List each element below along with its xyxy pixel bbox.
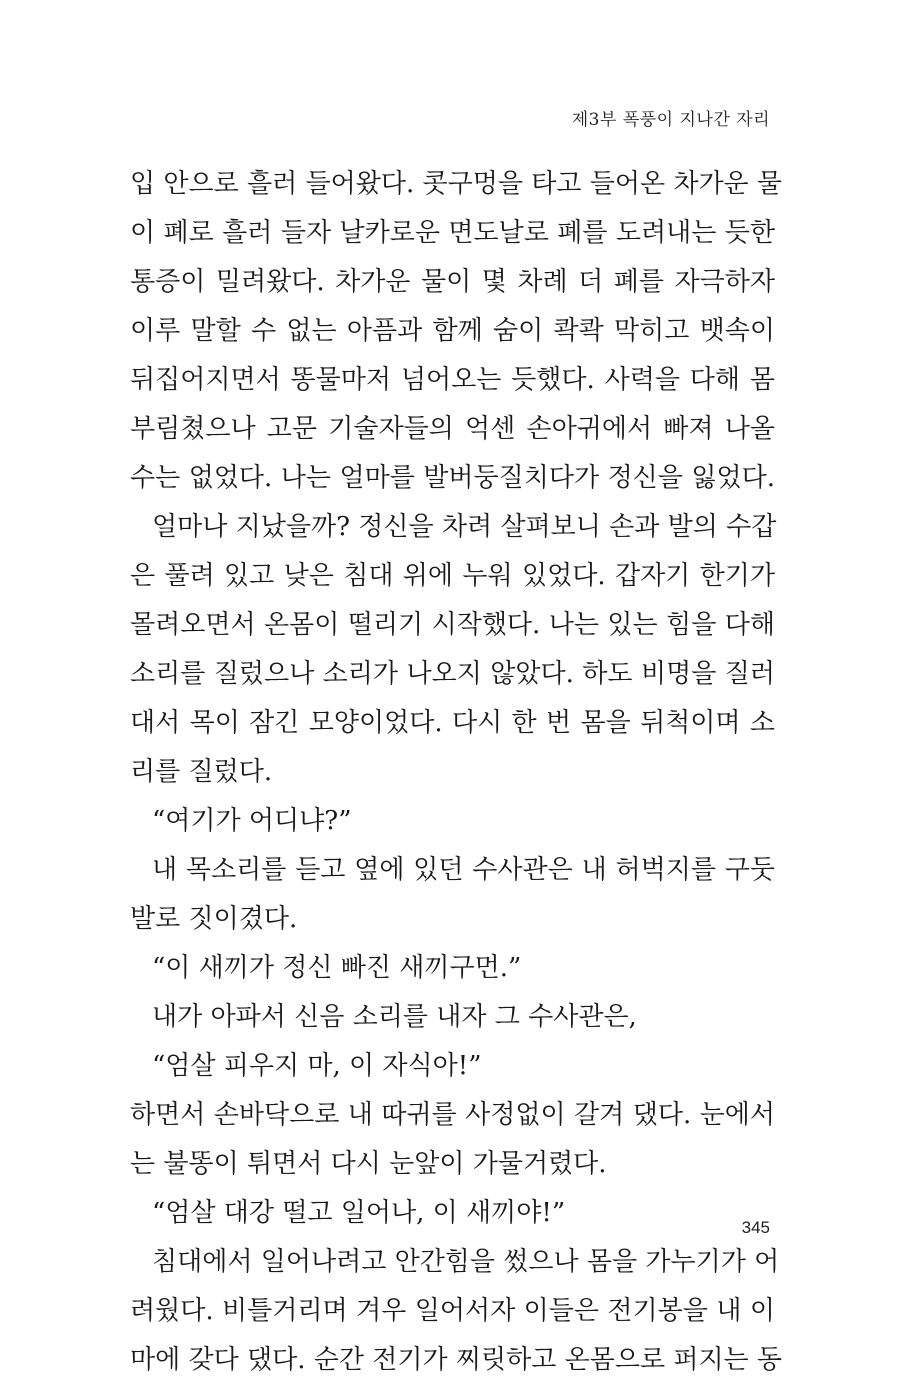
dialogue-line: “엄살 피우지 마, 이 자식아!” — [152, 1051, 482, 1081]
text-line: 수는 없었다. 나는 얼마를 발버둥질치다가 정신을 잃었다. — [130, 463, 775, 493]
text-line: 뒤집어지면서 똥물마저 넘어오는 듯했다. 사력을 다해 몸 — [130, 365, 775, 395]
text-line: 소리를 질렀으나 소리가 나오지 않았다. 하도 비명을 질러 — [130, 659, 775, 689]
text-line: 몰려오면서 온몸이 떨리기 시작했다. 나는 있는 힘을 다해 — [130, 610, 775, 640]
text-line: 침대에서 일어나려고 안간힘을 썼으나 몸을 가누기가 어 — [152, 1247, 780, 1277]
page-number: 345 — [741, 1218, 770, 1237]
dialogue-line: “이 새끼가 정신 빠진 새끼구먼.” — [152, 953, 522, 983]
running-header: 제3부 폭풍이 지나간 자리 — [571, 110, 770, 130]
text-line: 부림쳤으나 고문 기술자들의 억센 손아귀에서 빠져 나올 — [130, 414, 775, 444]
text-line: 얼마나 지났을까? 정신을 차려 살펴보니 손과 발의 수갑 — [152, 512, 777, 542]
dialogue-line: “여기가 어디냐?” — [152, 806, 352, 836]
text-line: 내가 아파서 신음 소리를 내자 그 수사관은, — [152, 1002, 637, 1032]
dialogue-line: “엄살 대강 떨고 일어나, 이 새끼야!” — [152, 1198, 566, 1228]
text-line: 발로 짓이겼다. — [130, 904, 298, 934]
text-line: 리를 질렀다. — [130, 757, 273, 787]
text-line: 은 풀려 있고 낮은 침대 위에 누워 있었다. 갑자기 한기가 — [130, 561, 775, 591]
text-line: 통증이 밀려왔다. 차가운 물이 몇 차례 더 폐를 자극하자 — [130, 267, 775, 297]
text-line: 마에 갖다 댔다. 순간 전기가 찌릿하고 온몸으로 퍼지는 동 — [130, 1345, 783, 1375]
text-line: 하면서 손바닥으로 내 따귀를 사정없이 갈겨 댔다. 눈에서 — [130, 1100, 775, 1130]
text-line: 려웠다. 비틀거리며 겨우 일어서자 이들은 전기봉을 내 이 — [130, 1296, 775, 1326]
text-line: 는 불똥이 튀면서 다시 눈앞이 가물거렸다. — [130, 1149, 607, 1179]
text-line: 입 안으로 흘러 들어왔다. 콧구멍을 타고 들어온 차가운 물 — [130, 169, 783, 199]
text-line: 이루 말할 수 없는 아픔과 함께 숨이 콱콱 막히고 뱃속이 — [130, 316, 775, 346]
text-line: 내 목소리를 듣고 옆에 있던 수사관은 내 허벅지를 구둣 — [152, 855, 775, 885]
text-line: 이 폐로 흘러 들자 날카로운 면도날로 폐를 도려내는 듯한 — [130, 218, 775, 248]
text-line: 대서 목이 잠긴 모양이었다. 다시 한 번 몸을 뒤척이며 소 — [130, 708, 775, 738]
body-text — [130, 160, 783, 1385]
